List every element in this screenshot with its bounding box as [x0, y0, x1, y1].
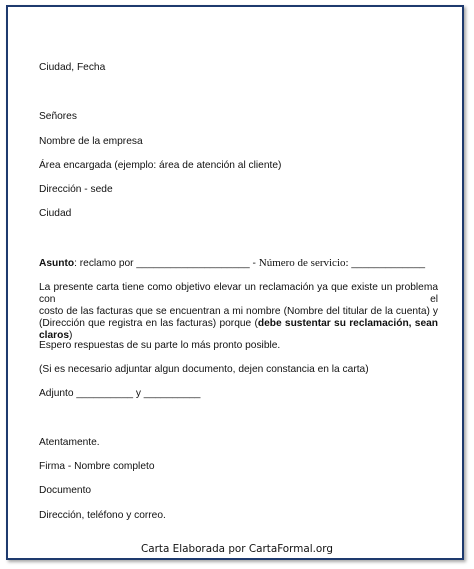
body-line-1: La presente carta tiene como objetivo elevar un reclamación ya que existe un problema con el [39, 282, 438, 305]
hope-line: Espero respuestas de su parte lo más pronto posible. [39, 340, 281, 351]
attachment-note: (Si es necesario adjuntar algun documento, dejen constancia en la carta) [39, 364, 369, 375]
subject-text: : reclamo por ____________________ - [74, 258, 259, 269]
salutation: Señores [39, 111, 77, 122]
contact-line: Dirección, teléfono y correo. [39, 510, 166, 521]
city-date: Ciudad, Fecha [39, 62, 106, 73]
body-paragraph [39, 282, 438, 342]
company-name: Nombre de la empresa [39, 136, 143, 147]
attachment-line: Adjunto __________ y __________ [39, 388, 201, 399]
document-line: Documento [39, 485, 92, 496]
body-line-4-bold: claros [39, 330, 70, 341]
service-number-label: Número de servicio: [258, 257, 349, 269]
body-line-3-bold: debe sustentar su reclamación, sean [257, 318, 438, 329]
body-line-3 [39, 318, 438, 330]
subject-label: Asunto [39, 258, 75, 269]
body-line-2: costo de las facturas que se encuentran a mi nombre (Nombre del titular de la cuenta) y [39, 306, 438, 317]
city-line: Ciudad [39, 208, 72, 219]
address-line: Dirección - sede [39, 184, 113, 195]
body-line-3-start: (Dirección que registra en las facturas) porque ( [39, 318, 258, 329]
department-area: Área encargada (ejemplo: área de atención al cliente) [39, 160, 282, 171]
subject-line [39, 257, 425, 270]
signature-line: Firma - Nombre completo [39, 461, 155, 472]
footer-caption: Carta Elaborada por CartaFormal.org [141, 543, 333, 555]
closing-line: Atentamente. [39, 437, 100, 448]
service-number-blank: _____________ [348, 258, 426, 269]
body-line-4-end: ) [69, 330, 73, 341]
